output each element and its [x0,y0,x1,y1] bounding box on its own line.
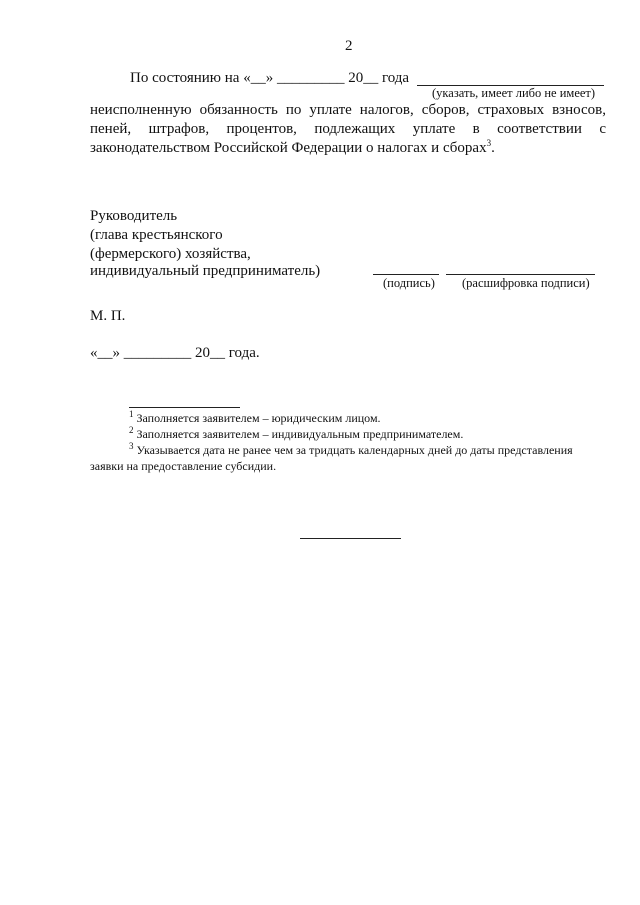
signatory-line-3: (фермерского) хозяйства, [90,246,251,262]
footnote-3-number: 3 [129,441,134,451]
signatory-line-4: индивидуальный предприниматель) [90,263,321,279]
decoding-line [446,274,595,275]
footnote-1 [129,411,381,425]
decoding-label: (расшифровка подписи) [462,276,590,290]
status-line-prefix: По состоянию на «__» _________ 20__ года [130,70,410,86]
footnote-ref-3: 3 [486,138,492,148]
footnote-1-number: 1 [129,409,134,419]
stamp-placeholder: М. П. [90,308,126,324]
footnote-3-text-line-1: Указывается дата не ранее чем за тридцать календарных дней до даты представления [136,443,573,457]
footnote-2-text: Заполняется заявителем – индивидуальным предпринимателем. [136,427,464,441]
paragraph-line-1: неисполненную обязанность по уплате налогов, сборов, страховых взносов, [90,102,606,118]
status-line-hint: (указать, имеет либо не имеет) [432,86,596,100]
end-of-document-rule [300,538,401,539]
date-line: «__» _________ 20__ года. [90,345,260,361]
paragraph-line-3-text: законодательством Российской Федерации о налогах и сборах [90,140,487,156]
footnote-separator [129,407,240,408]
page-number: 2 [345,38,353,54]
signatory-line-1: Руководитель [90,208,178,224]
footnote-3-continuation: заявки на предоставление субсидии. [90,459,277,473]
paragraph-line-3-end: . [491,140,495,156]
footnote-2 [129,427,463,441]
paragraph-line-2: пеней, штрафов, процентов, подлежащих уплате в соответствии с [90,121,606,137]
signature-line [373,274,439,275]
paragraph-line-3 [90,139,495,157]
footnote-2-number: 2 [129,425,134,435]
signature-label: (подпись) [383,276,435,290]
footnote-3 [129,443,573,457]
footnote-1-text: Заполняется заявителем – юридическим лицом. [136,411,381,425]
signatory-line-2: (глава крестьянского [90,227,223,243]
